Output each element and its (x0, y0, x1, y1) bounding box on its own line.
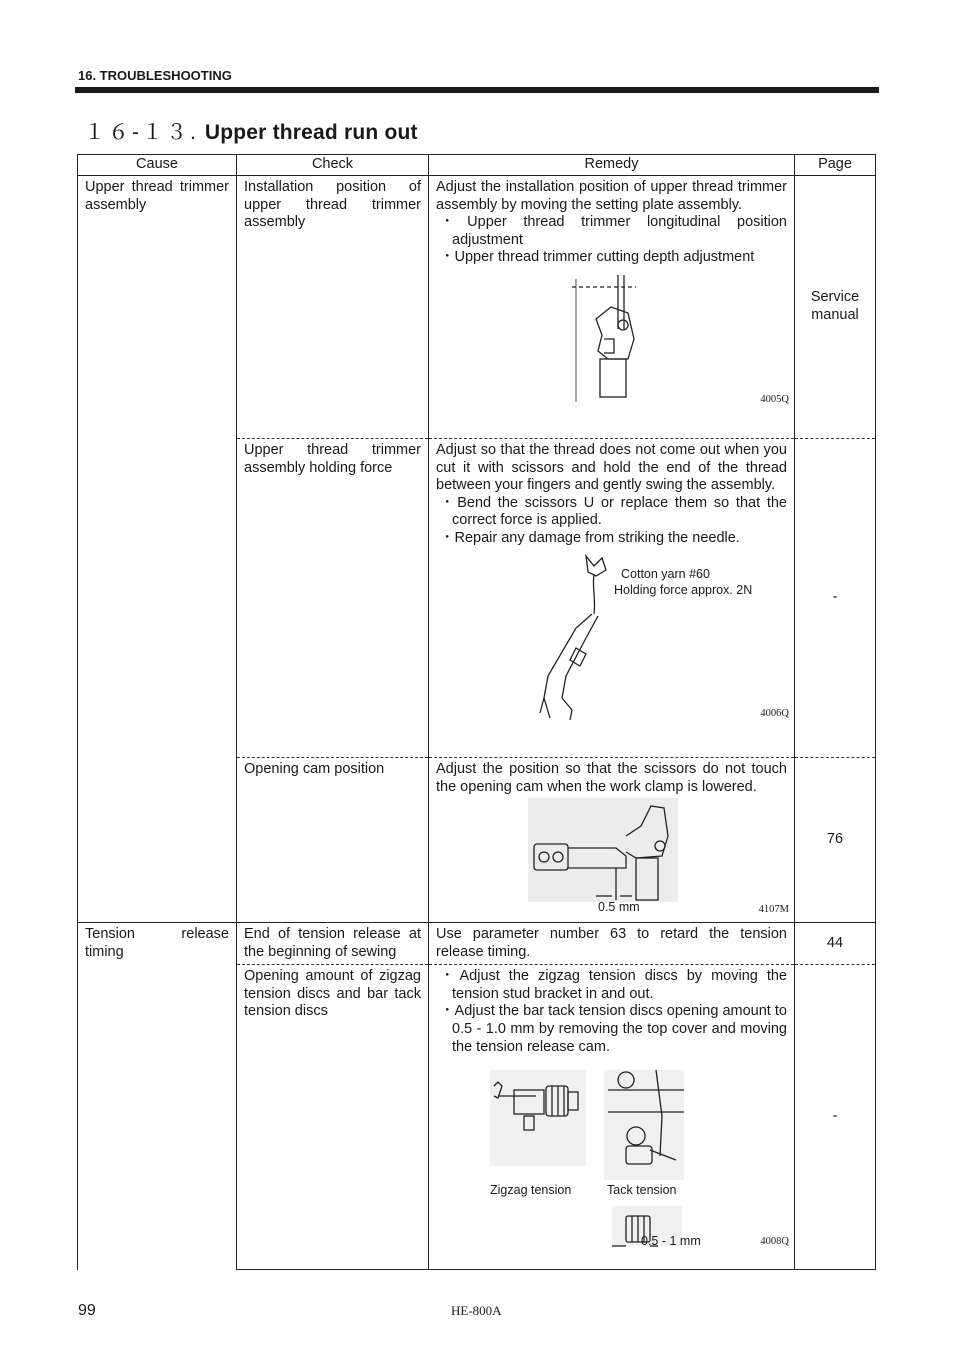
remedy-bullet: ・Adjust the bar tack tension discs opening amount to 0.5 - 1.0 mm by removing the top cover and moving the tension release cam. (440, 1003, 787, 1055)
figure-label-force: Holding force approx. 2N (614, 582, 753, 597)
remedy-bullet: ・Bend the scissors U or replace them so that the correct force is applied. (440, 494, 787, 529)
table-row (78, 923, 876, 965)
figure-label-zigzag: Zigzag tension (490, 1183, 572, 1198)
page-title (84, 116, 418, 146)
table-header-row (78, 155, 876, 176)
table-row (78, 176, 876, 439)
figure-label-gap: 0.5 mm (598, 900, 640, 915)
page-cell: 76 (795, 758, 876, 923)
figure-code: 4107M (758, 903, 789, 915)
trimmer-figure (436, 267, 787, 409)
page-cell: - (795, 965, 876, 1270)
scissors-figure (436, 548, 787, 723)
remedy-cell (429, 965, 795, 1270)
remedy-cell (429, 176, 795, 439)
title-text: Upper thread run out (204, 121, 418, 144)
column-header-check: Check (237, 155, 429, 176)
remedy-text: Adjust the installation position of upper thread trimmer assembly by moving the setting plate assembly. (436, 179, 787, 213)
cause-cell: Upper thread trimmer assembly (78, 176, 237, 923)
remedy-text: Adjust the position so that the scissors do not touch the opening cam when the work clamp is lowered. (436, 761, 787, 795)
column-header-page: Page (795, 155, 876, 176)
remedy-bullet: ・Upper thread trimmer cutting depth adjustment (440, 249, 755, 266)
page-cell: Service manual (795, 176, 876, 439)
header-rule (75, 87, 879, 93)
column-header-remedy: Remedy (429, 155, 795, 176)
tension-illustration (436, 1056, 788, 1250)
check-cell: End of tension release at the beginning of sewing (237, 923, 429, 965)
title-number: １６-１３. (84, 121, 199, 144)
scissors-illustration (436, 548, 788, 723)
opening-cam-figure (436, 796, 787, 918)
remedy-bullet: ・Upper thread trimmer longitudinal position adjustment (440, 214, 787, 248)
trimmer-illustration (436, 267, 788, 409)
check-cell: Opening cam position (237, 758, 429, 923)
section-header: 16. TROUBLESHOOTING (78, 68, 232, 83)
check-cell: Installation position of upper thread trimmer assembly (237, 176, 429, 439)
remedy-bullet: ・Adjust the zigzag tension discs by moving the tension stud bracket in and out. (440, 968, 787, 1002)
troubleshooting-table (77, 154, 876, 1270)
figure-code: 4008Q (760, 1235, 789, 1247)
model-name: HE-800A (451, 1303, 502, 1318)
remedy-cell: Use parameter number 63 to retard the tension release timing. (429, 923, 795, 965)
check-cell: Upper thread trimmer assembly holding force (237, 439, 429, 758)
figure-code: 4005Q (760, 394, 789, 406)
remedy-text: Adjust so that the thread does not come out when you cut it with scissors and hold the end of the thread between your fingers and gently swing the assembly. (436, 442, 787, 494)
figure-label-opening: 0.5 - 1 mm (641, 1234, 701, 1249)
check-cell: Opening amount of zigzag tension discs and bar tack tension discs (237, 965, 429, 1270)
remedy-bullet: ・Repair any damage from striking the needle. (440, 529, 740, 546)
cause-cell: Tension release timing (78, 923, 237, 1270)
remedy-cell (429, 439, 795, 758)
figure-code: 4006Q (760, 707, 789, 719)
figure-label-yarn: Cotton yarn #60 (621, 566, 710, 581)
tension-figure (436, 1056, 787, 1250)
page-number: 99 (78, 1302, 96, 1319)
page-cell: - (795, 439, 876, 758)
figure-label-tack: Tack tension (607, 1183, 677, 1198)
column-header-cause: Cause (78, 155, 237, 176)
page-cell: 44 (795, 923, 876, 965)
remedy-cell (429, 758, 795, 923)
